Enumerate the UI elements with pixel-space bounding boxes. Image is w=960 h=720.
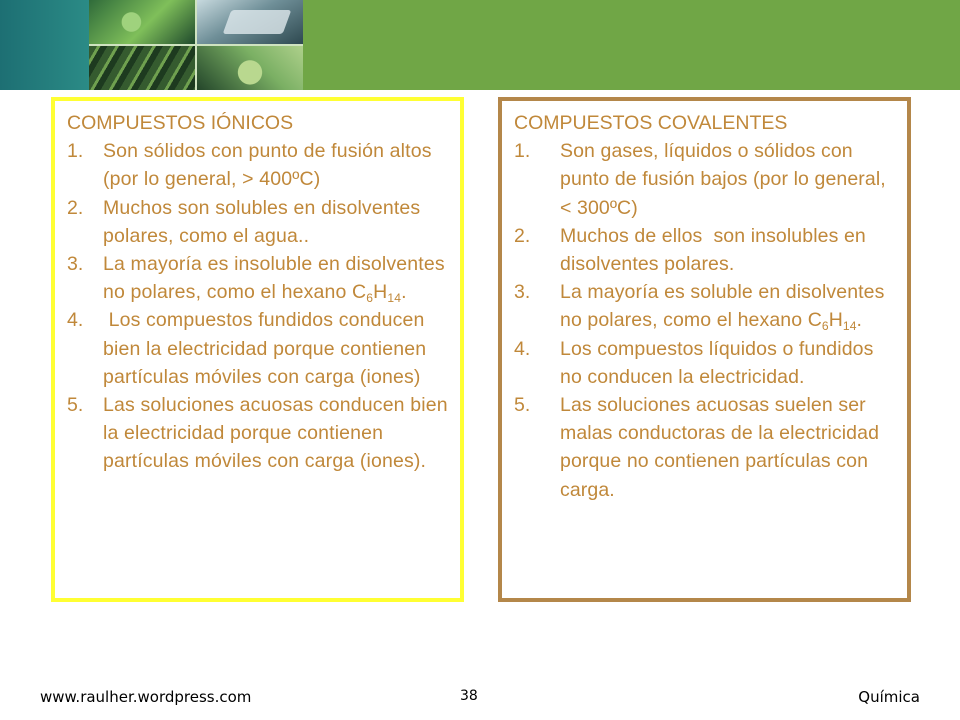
list-item: [512, 391, 895, 504]
formula-carbon-subscript: 6: [821, 319, 829, 334]
item-text: Los compuestos fundidos conducen bien la electricidad porque contienen partículas móviles con carga (iones): [103, 309, 432, 388]
item-number: 1.: [67, 140, 84, 163]
footer-url[interactable]: www.raulher.wordpress.com: [40, 688, 252, 706]
header-photo-leaf: [89, 0, 195, 44]
formula-end: .: [401, 281, 407, 304]
list-item: [65, 194, 448, 250]
item-number: 4.: [67, 309, 84, 332]
header-photo-keyboard: [89, 46, 195, 90]
list-item: [512, 335, 895, 391]
covalent-properties-list: [512, 137, 895, 504]
item-text: Son sólidos con punto de fusión altos (por lo general, > 400ºC): [103, 140, 432, 191]
item-number: 2.: [67, 196, 84, 219]
formula-hydrogen-subscript: 14: [387, 291, 402, 306]
item-number: 3.: [67, 253, 84, 276]
page-number: 38: [460, 688, 478, 704]
covalent-title: COMPUESTOS COVALENTES: [514, 112, 788, 134]
list-item: [65, 306, 448, 391]
item-number: 5.: [67, 394, 84, 417]
formula-carbon-subscript: 6: [366, 291, 374, 306]
footer-subject: Química: [858, 688, 920, 706]
list-item: [512, 137, 895, 222]
formula-carbon: C: [807, 309, 822, 332]
item-text: Las soluciones acuosas conducen bien la electricidad porque contienen partículas móviles con carga (iones).: [103, 394, 448, 473]
list-item: [65, 391, 448, 476]
covalent-compounds-box: [498, 97, 911, 602]
item-text: Muchos de ellos son insolubles en disolventes polares.: [560, 224, 872, 276]
list-item: [65, 250, 448, 306]
ionic-compounds-box: [51, 97, 464, 602]
item-text: Muchos son solubles en disolventes polares, como el agua..: [103, 196, 421, 247]
ionic-properties-list: [65, 137, 448, 475]
item-text-with-formula: [560, 278, 895, 334]
item-text: La mayoría es soluble en disolventes no polares, como el hexano: [560, 281, 885, 332]
formula-hydrogen: H: [828, 309, 843, 332]
header-photo-laptop: [197, 0, 303, 44]
formula-end: .: [856, 309, 863, 332]
item-number: 1.: [514, 140, 531, 163]
list-item: [65, 137, 448, 193]
item-number: 2.: [514, 224, 531, 247]
item-text-with-formula: [103, 250, 448, 306]
item-text: La mayoría es insoluble en disolventes no polares, como el hexano: [103, 253, 445, 304]
item-text: Los compuestos líquidos o fundidos no conducen la electricidad.: [560, 337, 874, 388]
item-text: Son gases, líquidos o sólidos con punto de fusión bajos (por lo general, < 300ºC): [560, 140, 897, 219]
formula-hydrogen-subscript: 14: [842, 319, 857, 334]
header-photo-plant: [197, 46, 303, 90]
header-teal-band: [0, 0, 89, 90]
ionic-title: COMPUESTOS IÓNICOS: [67, 112, 294, 134]
item-number: 4.: [514, 337, 531, 360]
formula-carbon: C: [352, 281, 367, 304]
header-green-band: [303, 0, 960, 90]
item-number: 3.: [514, 281, 531, 304]
header-photo-collage: [89, 0, 303, 90]
formula-hydrogen: H: [373, 281, 388, 304]
list-item: [512, 278, 895, 334]
item-number: 5.: [514, 394, 531, 417]
item-text: Las soluciones acuosas suelen ser malas conductoras de la electricidad porque no contienen partículas con carga.: [560, 394, 880, 501]
list-item: [512, 222, 895, 278]
